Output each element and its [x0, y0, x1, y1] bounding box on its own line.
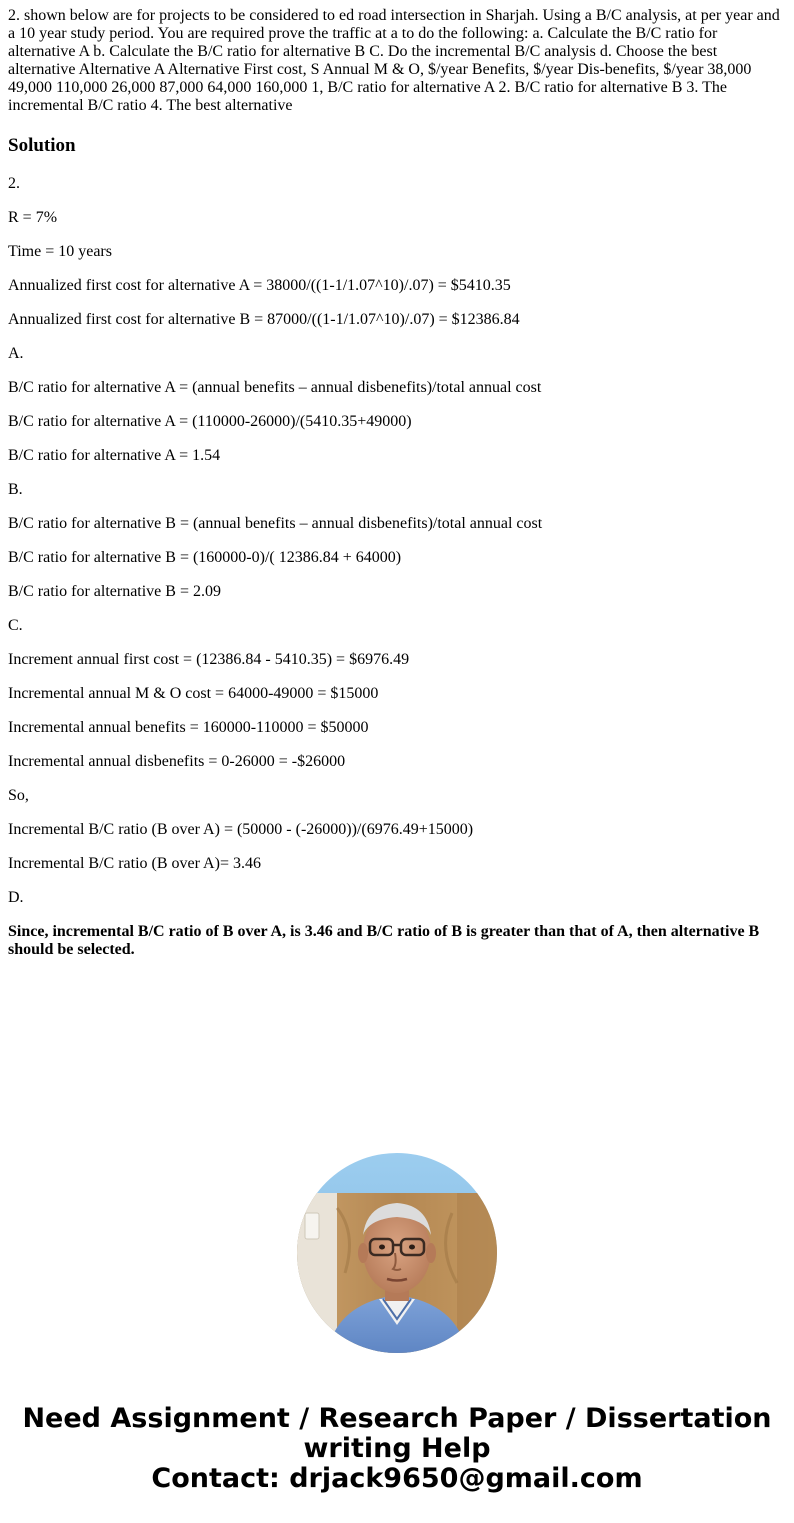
promo-banner — [0, 1404, 794, 1494]
question-text: 2. shown below are for projects to be considered to ed road intersection in Sharjah. Using a B/C analysis, at per year and a 10 year study period. You are required prove the traffic at a to do the following: a. Calculate the B/C ratio for alternative A b. Calculate the B/C ratio for alternative B C. Do the incremental B/C analysis d. Choose the best alternative Alternative A Alternative First cost, S Annual M & O, $/year Benefits, $/year Dis-benefits, $/year 38,000 49,000 110,000 26,000 87,000 64,000 160,000 1, B/C ratio for alternative A 2. B/C ratio for alternative B 3. The incremental B/C ratio 4. The best alternative — [8, 7, 780, 114]
promo-line: Need Assignment / Research Paper / Dissertation — [22, 1403, 772, 1434]
avatar — [297, 1153, 497, 1353]
solution-line: Incremental annual benefits = 160000-110000 = $50000 — [8, 719, 369, 736]
solution-line: C. — [8, 617, 23, 634]
solution-line: Annualized first cost for alternative B = 87000/((1-1/1.07^10)/.07) = $12386.84 — [8, 311, 520, 328]
solution-line: B. — [8, 481, 23, 498]
solution-line: B/C ratio for alternative A = 1.54 — [8, 447, 221, 464]
solution-line: Incremental annual M & O cost = 64000-49000 = $15000 — [8, 685, 379, 702]
solution-line: D. — [8, 889, 24, 906]
solution-line: B/C ratio for alternative B = 2.09 — [8, 583, 221, 600]
solution-line: Incremental B/C ratio (B over A) = (50000 - (-26000))/(6976.49+15000) — [8, 821, 474, 838]
solution-line: B/C ratio for alternative B = (160000-0)/( 12386.84 + 64000) — [8, 549, 402, 566]
avatar-portrait-image — [297, 1153, 497, 1353]
solution-line: Increment annual first cost = (12386.84 - 5410.35) = $6976.49 — [8, 651, 410, 668]
solution-line: Incremental annual disbenefits = 0-26000 = -$26000 — [8, 753, 346, 770]
solution-line: B/C ratio for alternative B = (annual benefits – annual disbenefits)/total annual cost — [8, 515, 543, 532]
solution-line: R = 7% — [8, 209, 58, 226]
solution-line: Annualized first cost for alternative A = 38000/((1-1/1.07^10)/.07) = $5410.35 — [8, 277, 511, 294]
solution-line: A. — [8, 345, 24, 362]
solution-line: 2. — [8, 175, 20, 192]
solution-line: So, — [8, 787, 29, 804]
promo-contact-line: Contact: drjack9650@gmail.com — [151, 1463, 643, 1494]
solution-line: B/C ratio for alternative A = (annual benefits – annual disbenefits)/total annual cost — [8, 379, 542, 396]
solution-heading: Solution — [8, 135, 76, 156]
solution-lines — [8, 175, 786, 923]
solution-line: B/C ratio for alternative A = (110000-26000)/(5410.35+49000) — [8, 413, 412, 430]
solution-line: Incremental B/C ratio (B over A)= 3.46 — [8, 855, 261, 872]
promo-line: writing Help — [303, 1433, 491, 1464]
solution-conclusion: Since, incremental B/C ratio of B over A, is 3.46 and B/C ratio of B is greater than that of A, then alternative B should be selected. — [8, 923, 760, 958]
solution-line: Time = 10 years — [8, 243, 112, 260]
